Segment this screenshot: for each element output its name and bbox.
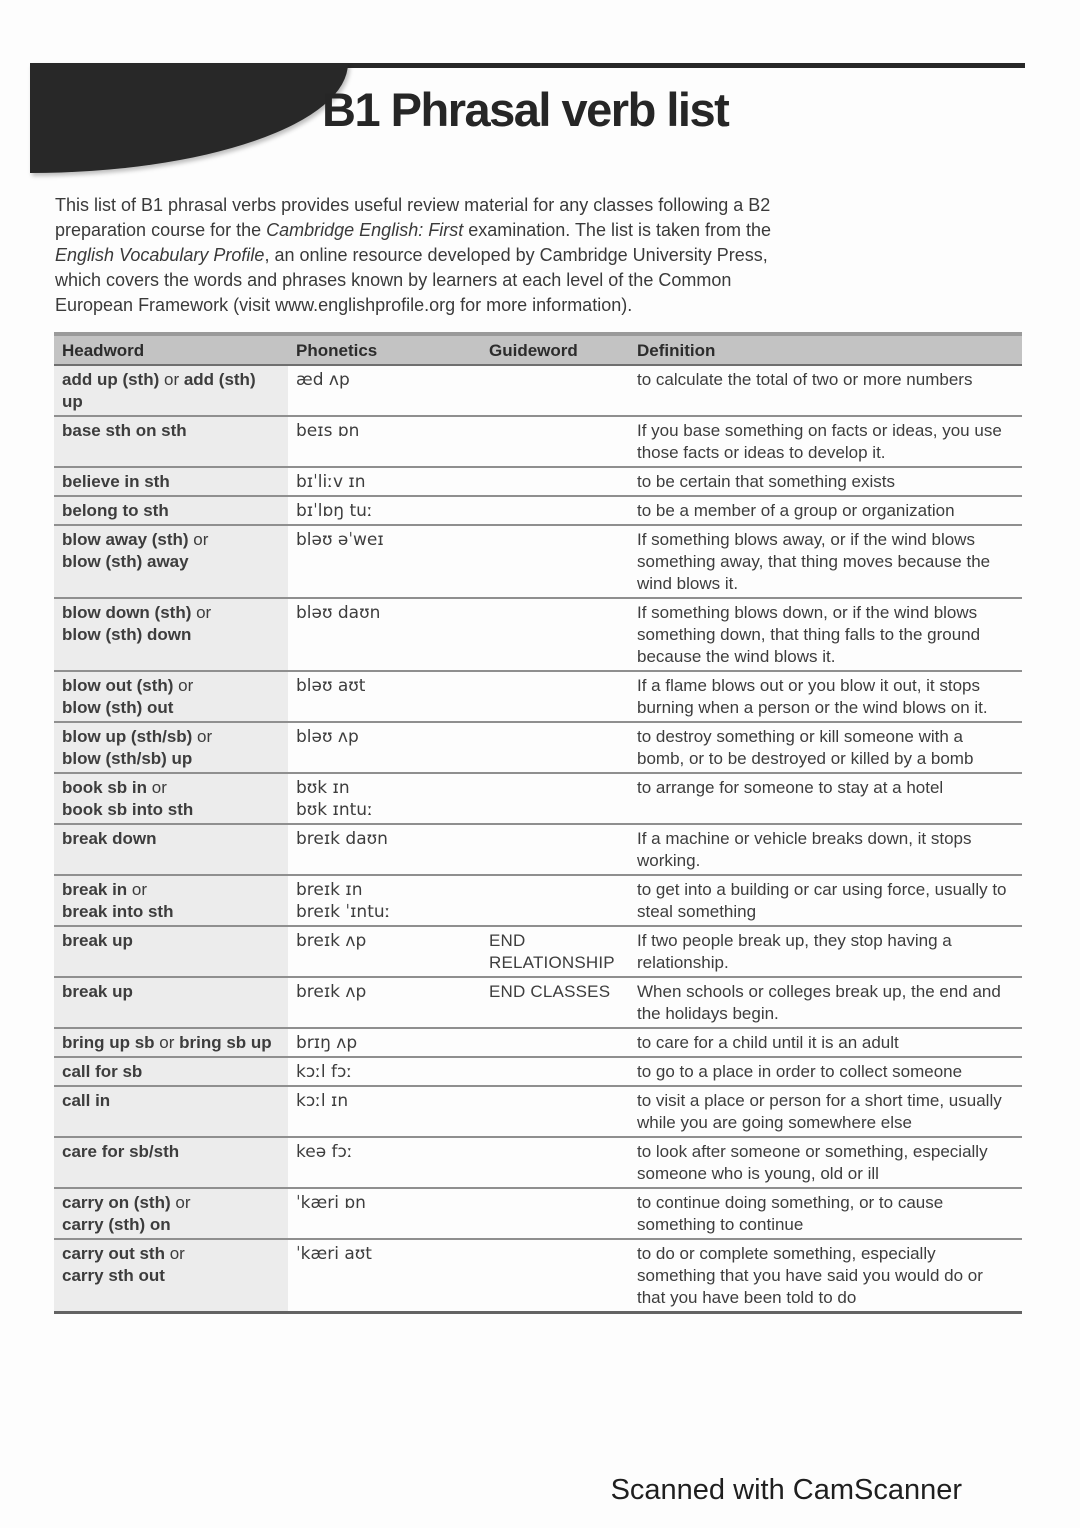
headword-cell: call for sb xyxy=(54,1057,288,1086)
camscanner-watermark: Scanned with CamScanner xyxy=(610,1474,962,1506)
definition-cell: to do or complete something, especially something that you have said you would do or that you have been told to do xyxy=(629,1239,1022,1313)
guideword-cell xyxy=(481,773,629,824)
guideword-cell xyxy=(481,1137,629,1188)
guideword-cell xyxy=(481,1057,629,1086)
table-header-row xyxy=(54,334,1022,365)
headword-cell: believe in sth xyxy=(54,467,288,496)
table-row xyxy=(54,773,1022,824)
phonetics-cell: ˈkæri ɒn xyxy=(288,1188,481,1239)
guideword-cell xyxy=(481,525,629,598)
table-row xyxy=(54,1086,1022,1137)
phonetics-cell: kɔːl ɪn xyxy=(288,1086,481,1137)
phrasal-verb-table xyxy=(54,332,1022,1314)
table-row xyxy=(54,1057,1022,1086)
table-row xyxy=(54,1188,1022,1239)
phonetics-cell: bʊk ɪn bʊk ɪntuː xyxy=(288,773,481,824)
table-row xyxy=(54,722,1022,773)
guideword-cell xyxy=(481,824,629,875)
phonetics-cell: breɪk daʊn xyxy=(288,824,481,875)
headword-cell: carry on (sth) or carry (sth) on xyxy=(54,1188,288,1239)
guideword-cell xyxy=(481,416,629,467)
headword-cell: add up (sth) or add (sth) up xyxy=(54,365,288,416)
column-header-guideword: Guideword xyxy=(481,334,629,365)
definition-cell: to visit a place or person for a short time, usually while you are going somewhere else xyxy=(629,1086,1022,1137)
intro-text: examination. The list is taken from the xyxy=(463,220,772,240)
table-row xyxy=(54,824,1022,875)
headword-cell: care for sb/sth xyxy=(54,1137,288,1188)
table-row xyxy=(54,525,1022,598)
phonetics-cell: bləʊ ʌp xyxy=(288,722,481,773)
table-row xyxy=(54,467,1022,496)
phonetics-cell: bləʊ aʊt xyxy=(288,671,481,722)
guideword-cell xyxy=(481,722,629,773)
phonetics-cell: bləʊ daʊn xyxy=(288,598,481,671)
phonetics-cell: bɪˈlɒŋ tuː xyxy=(288,496,481,525)
headword-cell: blow up (sth/sb) or blow (sth/sb) up xyxy=(54,722,288,773)
headword-cell: bring up sb or bring sb up xyxy=(54,1028,288,1057)
table-row xyxy=(54,671,1022,722)
column-header-headword: Headword xyxy=(54,334,288,365)
guideword-cell: END CLASSES xyxy=(481,977,629,1028)
guideword-cell xyxy=(481,1188,629,1239)
phonetics-cell: breɪk ʌp xyxy=(288,977,481,1028)
definition-cell: If something blows down, or if the wind blows something down, that thing falls to the ground because the wind blows it. xyxy=(629,598,1022,671)
intro-text: This list of B1 phrasal verbs provides useful review material for any classes following a B2 preparation course for the xyxy=(55,195,771,240)
guideword-cell xyxy=(481,496,629,525)
table-row xyxy=(54,1239,1022,1313)
headword-cell: break down xyxy=(54,824,288,875)
table-row xyxy=(54,1137,1022,1188)
banner-curved-shape xyxy=(30,63,348,173)
table-row xyxy=(54,496,1022,525)
phonetics-cell: breɪk ɪn breɪk ˈɪntuː xyxy=(288,875,481,926)
headword-cell: call in xyxy=(54,1086,288,1137)
guideword-cell xyxy=(481,1086,629,1137)
definition-cell: to calculate the total of two or more numbers xyxy=(637,370,973,389)
headword-cell: break up xyxy=(54,977,288,1028)
definition-cell: When schools or colleges break up, the end and the holidays begin. xyxy=(629,977,1022,1028)
table-body xyxy=(54,365,1022,1313)
definition-cell: to get into a building or car using force, usually to steal something xyxy=(629,875,1022,926)
headword-cell: blow away (sth) or blow (sth) away xyxy=(54,525,288,598)
phonetics-cell: brɪŋ ʌp xyxy=(288,1028,481,1057)
guideword-cell xyxy=(481,467,629,496)
definition-cell: If you base something on facts or ideas, you use those facts or ideas to develop it. xyxy=(629,416,1022,467)
headword-cell: blow down (sth) or blow (sth) down xyxy=(54,598,288,671)
guideword-cell xyxy=(481,1239,629,1313)
page-title: B1 Phrasal verb list xyxy=(322,83,729,136)
guideword-cell xyxy=(481,365,629,416)
table-row xyxy=(54,977,1022,1028)
phonetics-cell: bɪˈliːv ɪn xyxy=(288,467,481,496)
headword-cell: break in or break into sth xyxy=(54,875,288,926)
table-row xyxy=(54,416,1022,467)
column-header-phonetics: Phonetics xyxy=(288,334,481,365)
table-row xyxy=(54,875,1022,926)
headword-cell: break up xyxy=(54,926,288,977)
headword-cell: carry out sth or carry sth out xyxy=(54,1239,288,1313)
definition-cell: to continue doing something, or to cause something to continue xyxy=(629,1188,1022,1239)
intro-text: , an online resource developed by Cambridge University Press, which covers the words and phrases known by learners at each level of the Common European Framework (visit www.englishprofile.org for more information). xyxy=(55,245,768,315)
definition-cell: If two people break up, they stop having a relationship. xyxy=(629,926,1022,977)
definition-cell: If a machine or vehicle breaks down, it stops working. xyxy=(629,824,1022,875)
definition-cell: to be a member of a group or organization xyxy=(629,496,1022,525)
headword-cell: base sth on sth xyxy=(54,416,288,467)
guideword-cell xyxy=(481,671,629,722)
phonetics-cell: breɪk ʌp xyxy=(288,926,481,977)
guideword-cell xyxy=(481,875,629,926)
phonetics-cell: keə fɔː xyxy=(288,1137,481,1188)
definition-cell: to destroy something or kill someone with a bomb, or to be destroyed or killed by a bomb xyxy=(629,722,1022,773)
definition-cell: If a flame blows out or you blow it out, it stops burning when a person or the wind blows on it. xyxy=(629,671,1022,722)
headword-cell: book sb in or book sb into sth xyxy=(54,773,288,824)
table-row xyxy=(54,1028,1022,1057)
intro-italic-exam-name: Cambridge English: First xyxy=(266,220,464,240)
headword-cell: blow out (sth) or blow (sth) out xyxy=(54,671,288,722)
phonetics-cell: ˈkæri aʊt xyxy=(288,1239,481,1313)
table-row xyxy=(54,365,1022,416)
guideword-cell xyxy=(481,1028,629,1057)
table-row xyxy=(54,926,1022,977)
definition-cell: If something blows away, or if the wind blows something away, that thing moves because the wind blows it. xyxy=(629,525,1022,598)
definition-cell: to go to a place in order to collect someone xyxy=(629,1057,1022,1086)
definition-cell: to arrange for someone to stay at a hotel xyxy=(629,773,1022,824)
phonetics-cell: kɔːl fɔː xyxy=(288,1057,481,1086)
intro-paragraph xyxy=(55,193,812,318)
phonetics-cell: beɪs ɒn xyxy=(288,416,481,467)
column-header-definition: Definition xyxy=(629,334,1022,365)
intro-italic-resource-name: English Vocabulary Profile xyxy=(55,245,265,265)
definition-cell: to be certain that something exists xyxy=(629,467,1022,496)
guideword-cell xyxy=(481,598,629,671)
guideword-cell: END RELATIONSHIP xyxy=(481,926,629,977)
definition-cell: to look after someone or something, especially someone who is young, old or ill xyxy=(629,1137,1022,1188)
phonetics-cell: bləʊ əˈweɪ xyxy=(288,525,481,598)
headword-cell: belong to sth xyxy=(54,496,288,525)
phonetics-cell: æd ʌp xyxy=(296,370,350,390)
definition-cell: to care for a child until it is an adult xyxy=(629,1028,1022,1057)
table-row xyxy=(54,598,1022,671)
